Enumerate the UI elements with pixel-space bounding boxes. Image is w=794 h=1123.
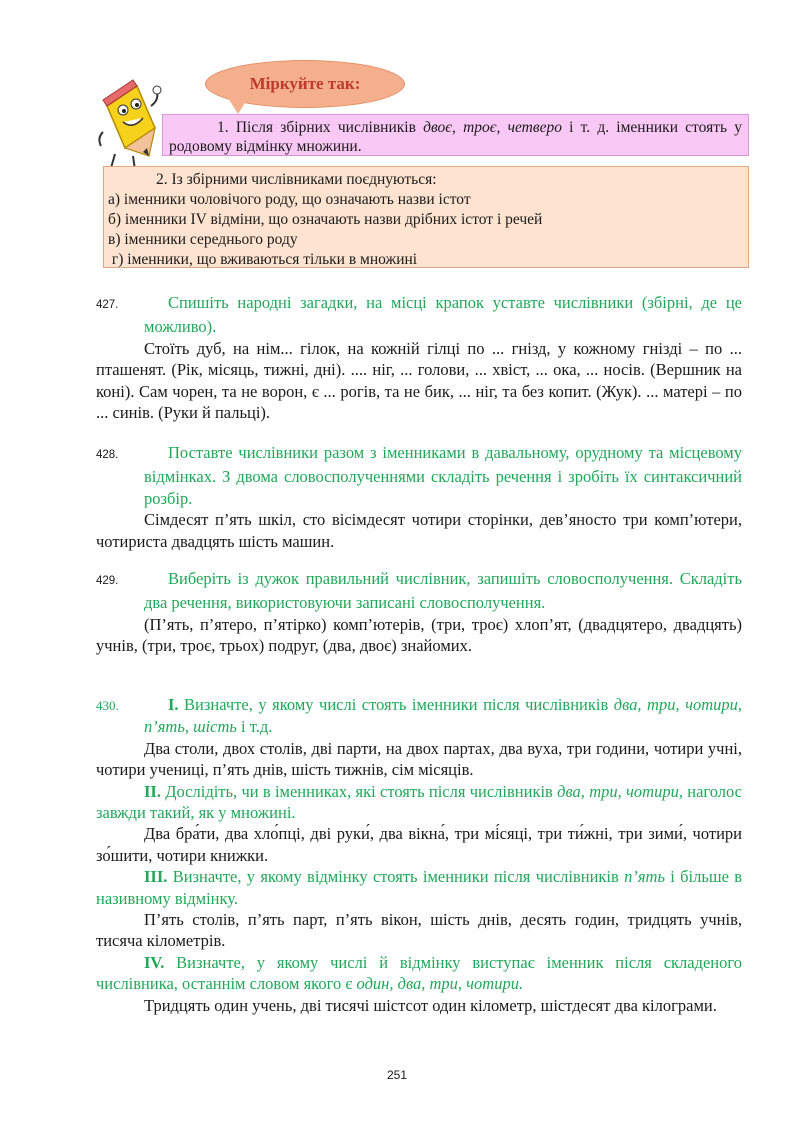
- task-tail: і більше в називному відмінку.: [96, 867, 742, 908]
- exercise-430-part-3-text: П’ять столів, п’ять парт, п’ять вікон, шість днів, десять годин, тридцять учнів, тисяча кілометрів.: [96, 910, 742, 951]
- task-text: Виберіть із дужок правильний числівник, запишіть словосполучення. Складіть два речення, використовуючи записані словосполучення.: [144, 569, 742, 613]
- rule1-lead: 1. Після збірних числівників: [217, 119, 424, 136]
- task-text: Визначте, у якому числі й відмінку виступає іменник після складеного числівника, останнім словом якого є: [96, 952, 742, 994]
- task-text: Дослідіть, чи в іменниках, які стоять після числівників: [160, 781, 558, 801]
- task-italic: два, три, чотири,: [557, 781, 683, 801]
- exercise-427-text: Стоїть дуб, на нім... гілок, на кожній гілці по ... гнізд, у кожному гнізді – по ... пташенят. (Рік, місяць, тижні, дні). .... ніг, ... голови, ... хвіст, ... ока, ... носів. (Вершник на коні). Сам чорен, та не ворон, є ... рогів, та не бик, ... ніг, та без копит. (Жук). ... матері – по ... синів. (Руки й пальці).: [96, 338, 742, 423]
- exercise-429-task: [96, 568, 742, 614]
- task-tail: наголос завжди такий, як у множині.: [96, 781, 743, 823]
- part-label: IV.: [144, 952, 165, 972]
- rule-box-2: [103, 166, 749, 268]
- task-text: Поставте числівники разом з іменниками в давальному, орудному та місцевому відмінках. З двома словосполученнями складіть речення і зробіть їх синтаксичний розбір.: [144, 443, 742, 508]
- task-text: Визначте, у якому числі стоять іменники після числівників: [178, 695, 614, 714]
- exercise-number: 429.: [96, 575, 119, 587]
- exercise-428-task: [96, 442, 742, 509]
- exercise-number: 428.: [96, 449, 119, 461]
- part-label: ІІ.: [144, 781, 161, 801]
- exercise-429-text: (П’ять, п’ятеро, п’ятірко) комп’ютерів, (три, троє) хлоп’ят, (двадцятеро, двадцять) учнів, (три, троє, трьох) подруг, (два, двоє) знайомих.: [96, 614, 742, 656]
- exercise-number: 430.: [96, 698, 119, 713]
- task-italic: один, два, три, чотири.: [356, 974, 524, 994]
- exercise-430-part-3-task: [96, 866, 742, 909]
- rule2-item: в) іменники середнього роду: [108, 231, 298, 248]
- exercise-430-part-2-text: Два бра́ти, два хло́пці, дві руки́, два вікна́, три мі́сяці, три ти́жні, три зими́, чотири зо́шити, чотири книжки.: [96, 824, 742, 865]
- rule1-tail: і т. д. іменники стоять у родовому відмінку множини.: [169, 119, 742, 155]
- task-text: Спишіть народні загадки, на місці крапок уставте числівники (збірні, де це можливо).: [144, 293, 742, 337]
- exercise-428: [96, 442, 742, 552]
- rule2-title: 2. Із збірними числівниками поєднуються:: [156, 171, 437, 188]
- exercise-429: [96, 568, 742, 657]
- exercise-430-part-2-task: [96, 781, 742, 824]
- rule2-item: г) іменники, що вживаються тільки в множині: [108, 251, 418, 268]
- exercise-428-text: Сімдесят п’ять шкіл, сто вісімдесят чотири сторінки, дев’яносто три комп’ютери, чотириста двадцять шість машин.: [96, 510, 742, 551]
- exercise-427-task: [96, 292, 742, 338]
- task-text: Визначте, у якому відмінку стоять іменники після числівників: [167, 867, 625, 887]
- think-bubble-label: Міркуйте так:: [249, 74, 361, 93]
- rule1-examples: двоє, троє, четверо: [423, 119, 562, 136]
- bubble-tail: [228, 98, 248, 114]
- task-italic: два, три, чотири, п’ять, шість: [144, 695, 743, 737]
- exercise-430-part-1-text: Два столи, двох столів, дві парти, на двох партах, два вуха, три години, чотири учні, чотири учениці, п’ять днів, шість тижнів, сім місяців.: [96, 738, 742, 780]
- part-label: І.: [168, 695, 179, 714]
- exercise-430-part-4-task: [96, 952, 742, 995]
- rule2-item: а) іменники чоловічого роду, що означають назви істот: [108, 191, 471, 208]
- exercise-number: 427.: [96, 299, 119, 311]
- exercise-427: [96, 292, 742, 423]
- page-number: 251: [386, 1068, 408, 1082]
- exercise-430: [96, 694, 742, 1016]
- task-tail: і т.д.: [236, 717, 273, 737]
- exercise-430-part-4-text: Тридцять один учень, дві тисячі шістсот один кілометр, шістдесят два кілограми.: [144, 995, 717, 1015]
- task-italic: п’ять: [624, 867, 665, 887]
- pencil-mascot-icon: [93, 76, 163, 176]
- rule2-item: б) іменники IV відміни, що означають назви дрібних істот і речей: [108, 211, 543, 228]
- exercise-430-part-1-task: [96, 694, 742, 738]
- part-label: ІІІ.: [144, 867, 168, 887]
- rule-box-1: [162, 114, 749, 156]
